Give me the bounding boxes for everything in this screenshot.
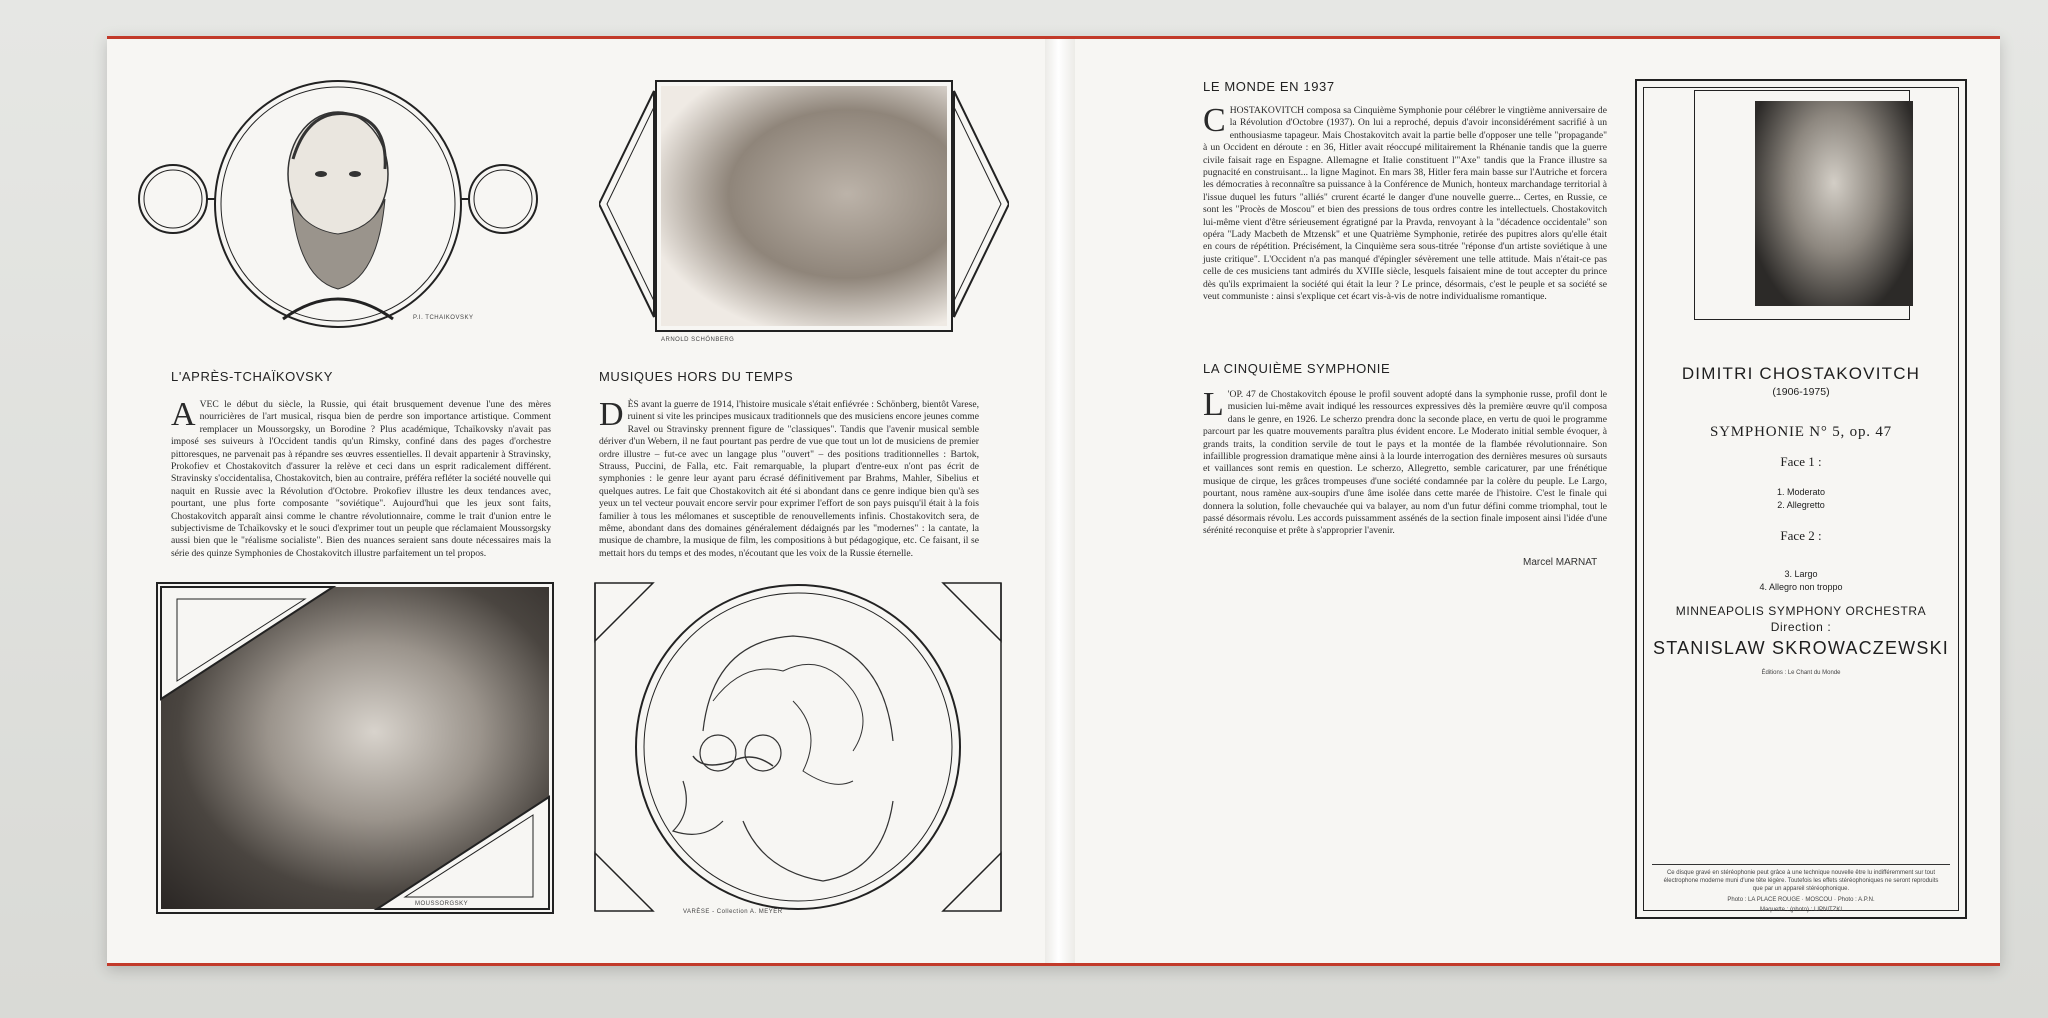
apres-tchaikovsky-heading: L'APRÈS-TCHAÏKOVSKY [171, 369, 333, 384]
le-monde-en-1937-text [1203, 102, 1607, 304]
record-label-inner-frame [1643, 87, 1959, 911]
face-1-title: Face 1 : [1780, 454, 1822, 469]
musiques-hors-du-temps-text [599, 396, 979, 560]
face-1-track-2: 2. Allegretto [1777, 500, 1825, 510]
work-title: SYMPHONIE N° 5, op. 47 [1710, 424, 1892, 440]
varese-caption: VARÈSE - Collection A. MEYER [683, 909, 783, 915]
direction-label: Direction : [1770, 620, 1832, 634]
apres-tchaikovsky-text [171, 396, 551, 560]
mussorgsky-portrait [155, 581, 555, 915]
varese-portrait [593, 581, 1003, 921]
musiques-hors-du-temps-body: ÈS avant la guerre de 1914, l'histoire musicale s'était enfiévrée : Schönberg, bientôt Varese, ruinent si vite les principes musicaux traditionnels que des musiciens encore jeunes comme Ravel ou Stravinsky prennent figure de "classiques". Tandis que l'avenir musical semble dériver d'un Webern, il ne faut pourtant pas perdre de vue que tout un lot de musiciens de premier ordre illustre – fut-ce avec un langage plus "ouvert" – des positions traditionnelles : Bartok, Strauss, Puccini, de Falla, etc. Fait remarquable, la plupart d'entre-eux n'ont pas écrit de symphonies : le genre leur ayant paru écrasé définitivement par Brahms, Mahler, Sibelius et quelques autres. Le fait que Chostakovitch ait été si abondant dans ce genre indique bien qu'à ses yeux un tel vecteur pouvait encore servir pour exprimer l'effort de son pays puisqu'il était à la fois familier à tous les mélomanes et susceptible de renouvellements infinis. Chostakovitch sera, de même, abondant dans des domaines généralement dédaignés par les "modernes" : la cantate, la musique de chambre, la musique de film, les compositions à but pédagogique, etc. Ce faisant, il se mettait hors du temps et des modes, n'écoutant que les voix de la Russie éternelle. [599, 399, 979, 559]
gatefold-spine [1045, 39, 1075, 963]
face-1-track-1: 1. Moderato [1776, 487, 1826, 497]
tchaikovsky-caption: P.I. TCHAIKOVSKY [413, 315, 474, 321]
composer-dates: (1906-1975) [1772, 386, 1830, 398]
schoenberg-portrait [599, 79, 1009, 369]
le-monde-en-1937-body: HOSTAKOVITCH composa sa Cinquième Symphonie pour célébrer le vingtième anniversaire de la Révolution d'Octobre (1937). On lui a reproché, depuis d'avoir inconsidérément sacrifié à un enthousiasme tapageur. Mais Chostakovitch avait la partie belle d'opposer une telle "propagande" à un Occident en déroute : en 36, Hitler avait réoccupé militairement la Rhénanie tandis que la guerre civile faisait rage en Espagne. Allemagne et Italie constituent l'"Axe" tandis que la France illustre sa pugnacité en construisant... la ligne Maginot. En mars 38, Hitler fera main basse sur l'Autriche et forcera les démocraties à reconnaître sa puissance à la Conférence de Munich, honteux marchandage territorial à l'issue duquel les futurs "alliés" crurent écarté le danger d'une nouvelle guerre... Certes, en Russie, ce sont les "Procès de Moscou" et bien des pressions de tous ordres contre les intellectuels. Chostakovitch lui-même vient d'être sérieusement égratigné par la Pravda, renvoyant à la "décadence occidentale" son opéra "Lady Macbeth de Mtzensk" et une Quatrième Symphonie, retirée des pupitres alors qu'elle était en cours de répétition. Précisément, la Cinquième sera sous-titrée "réponse d'un artiste soviétique à une juste critique". L'Occident n'a pas manqué d'épingler sévèrement une telle attitude. Mais n'était-ce pas celle de ces musiciens tant admirés du XVIIIe siècle, lesquels faisaient mine de tout accepter du prince dès qu'ils exprimaient la société qui était la leur ? Le prince, désormais, c'est le peuple et sa société se veut communiste : ainsi s'explique cet écart vis-à-vis de notre individualisme romantique. [1203, 105, 1607, 303]
mussorgsky-corner-triangles [155, 581, 555, 915]
dropcap-l: L [1203, 386, 1224, 423]
editions-credit: Éditions : Le Chant du Monde [1761, 670, 1841, 676]
cinquieme-symphonie-text [1203, 386, 1607, 538]
face-2-track-4: 4. Allegro non troppo [1759, 582, 1843, 592]
face-2-title: Face 2 : [1780, 528, 1822, 543]
album-gatefold [107, 36, 2000, 966]
label-footer [1652, 864, 1950, 917]
dropcap-a: A [171, 396, 196, 433]
orchestra-name: MINNEAPOLIS SYMPHONY ORCHESTRA [1675, 604, 1927, 618]
shostakovich-photo-frame [1694, 90, 1910, 320]
le-monde-en-1937-heading: LE MONDE EN 1937 [1203, 79, 1335, 94]
dropcap-c: C [1203, 102, 1226, 139]
left-panel [107, 39, 1042, 963]
musiques-hors-du-temps-heading: MUSIQUES HORS DU TEMPS [599, 369, 794, 384]
stereo-note: Ce disque gravé en stéréophonie peut grâce à une technique nouvelle être lu indifféremment sur tout électrophone moderne muni d'une tête légère. Toutefois les effets stéréophoniques ne seront reproduits que par un appareil stéréophonique. [1663, 870, 1939, 892]
cinquieme-symphonie-body: 'OP. 47 de Chostakovitch épouse le profil souvent adopté dans la symphonie russe, profil dont le musicien lui-même avait indiqué les ressources expressives dès la première œuvre qu'il composa dans le genre, en 1926. Le scherzo prendra donc la seconde place, en vertu de quoi le programme parcourt par les quatre mouvements paraîtra plus évident encore. Le Moderato initial semble évoquer, à grands traits, la condition servile de tout le pays et la montée de la flambée révolutionnaire. Son infaillible progression dramatique mène ainsi à la lourde interrogation des dernières mesures où sursauts et vaillances sont remis en question. Le scherzo, Allegretto, semble caricaturer, par une frénétique musique de cirque, les grâces trompeuses d'une société condamnée par la colère du peuple. Le Largo, pourtant, nous ramène aux-soupirs d'une âme isolée dans cette marée de l'histoire. C'est le finale qui donnera la solution, folle chevauchée qui va balayer, au nom d'un futur défini comme triomphal, tout le passé désormais révolu. Les accords puissamment assénés de la section finale imposent ainsi l'idée d'une sérénité reconquise et prête à s'approprier l'avenir. [1203, 389, 1607, 537]
design-credit: Maquette : (photo) : LIPNITZKI [1759, 907, 1843, 913]
photo-credit: Photo : LA PLACE ROUGE · MOSCOU · Photo : A.P.N. [1727, 897, 1875, 903]
apres-tchaikovsky-body: VEC le début du siècle, la Russie, qui était brusquement devenue l'une des mères nourricières de l'art musical, risqua bien de perdre son importance artistique. Comment remplacer un Moussorgsky, un Borodine ? Plus académique, Tchaïkovsky n'avait pas imposé ses suiveurs à l'Occident tandis qu'un Rimsky, confiné dans des pages d'orchestre pittoresques, ne parvenait pas à répandre ses œuvres essentielles. Il devait appartenir à Stravinsky, Prokofiev et Chostakovitch d'assurer la relève et ceci dans un esprit radicalement différent. Stravinsky s'occidentalisa, Chostakovitch, bien au contraire, préféra refléter la société nouvelle qui naquit en Russie avec la Révolution d'Octobre. Prokofiev illustre les deux tendances avec, pourtant, une plus forte composante "soviétique". Aujourd'hui que les jeux sont faits, Chostakovitch apparaît ainsi comme le chantre révolutionnaire, comme le trait d'union entre le subjectivisme de Tchaïkovsky et le souci d'exprimer tout un peuple que réclamaient Moussorgsky aussi bien que le "réalisme socialiste". Bien des nuances seraient sans doute nécessaires mais la série des quinze Symphonies de Chostakovitch illustre parfaitement un tel propos. [171, 399, 551, 559]
shostakovich-photo [1755, 101, 1913, 306]
right-panel [1075, 39, 2000, 963]
composer-name: DIMITRI CHOSTAKOVITCH [1681, 364, 1921, 383]
tchaikovsky-engraving [133, 79, 543, 349]
schoenberg-caption: ARNOLD SCHÖNBERG [661, 337, 735, 343]
mussorgsky-caption: MOUSSORGSKY [415, 901, 469, 907]
author-signature: Marcel MARNAT [1523, 557, 1598, 568]
dropcap-d: D [599, 396, 624, 433]
schoenberg-photo [661, 86, 947, 326]
tchaikovsky-portrait [133, 79, 543, 349]
face-2-track-3: 3. Largo [1784, 569, 1818, 579]
cinquieme-symphonie-heading: LA CINQUIÈME SYMPHONIE [1203, 361, 1391, 376]
conductor-name: STANISLAW SKROWACZEWSKI [1653, 638, 1949, 658]
varese-sketch [593, 581, 1003, 921]
record-label-frame [1635, 79, 1967, 919]
